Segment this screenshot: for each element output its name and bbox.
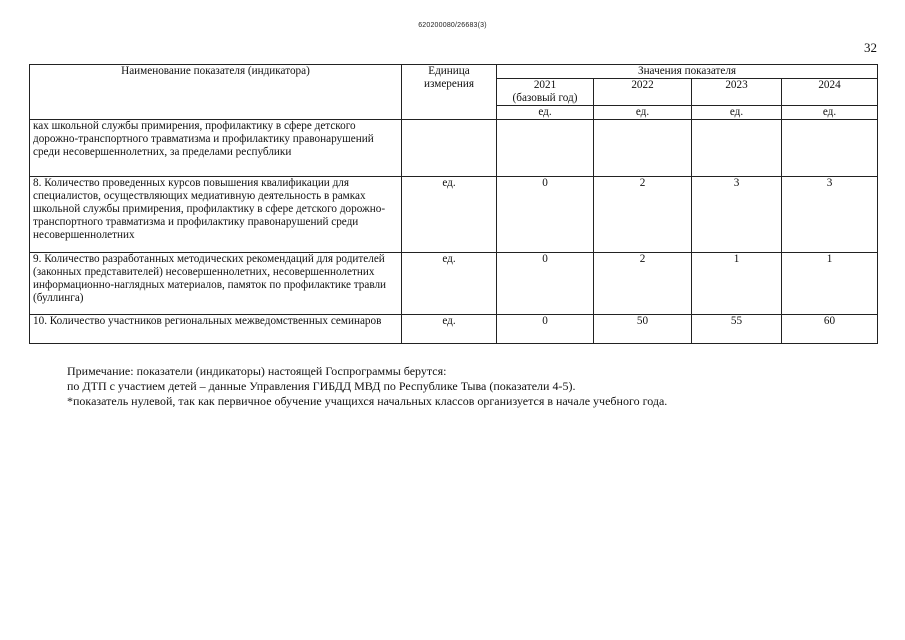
header-year-note: (базовый год) [512,92,578,104]
note-line: *показатель нулевой, так как первичное обучение учащихся начальных классов организуется в начале учебного года. [67,394,668,408]
document-code: 620200080/26683(3) [418,22,487,29]
table-row [30,177,878,253]
header-unit-2024: ед. [782,106,878,120]
indicator-unit: ед. [402,315,497,344]
indicator-value-2023 [692,120,782,177]
indicator-value-2023: 3 [692,177,782,253]
notes-block [67,364,887,409]
indicator-name: 8. Количество проведенных курсов повышения квалификации для специалистов, осуществляющих медиативную деятельность в рамках школьной службы примирения, профилактику в сфере детского дорожно-транспортного травматизма и профилактику правонарушений среди несовершеннолетних [30,177,402,253]
indicator-value-2022: 50 [594,315,692,344]
header-unit-2022: ед. [594,106,692,120]
indicator-value-2024: 3 [782,177,878,253]
note-line: по ДТП с участием детей – данные Управления ГИБДД МВД по Республике Тыва (показатели 4-5). [67,379,576,393]
header-name-column: Наименование показателя (индикатора) [30,65,402,120]
header-unit-line1: Единица [428,65,470,77]
header-values-group: Значения показателя [497,65,878,79]
header-row-main [30,65,878,79]
page-number: 32 [864,40,877,55]
indicator-value-2021: 0 [497,315,594,344]
note-line: Примечание: показатели (индикаторы) настоящей Госпрограммы берутся: [67,364,447,378]
indicator-value-2024 [782,120,878,177]
header-year-2024 [782,79,878,106]
indicator-value-2022: 2 [594,177,692,253]
indicator-name: ках школьной службы примирения, профилактику в сфере детского дорожно-транспортного травматизма и профилактику правонарушений среди несовершеннолетних, за пределами республики [30,120,402,177]
table-row [30,120,878,177]
indicators-table [29,64,878,344]
table-row [30,315,878,344]
indicator-value-2021: 0 [497,253,594,315]
header-year-label: 2022 [631,79,654,91]
indicator-value-2021: 0 [497,177,594,253]
indicator-value-2023: 1 [692,253,782,315]
table-row [30,253,878,315]
indicator-name: 10. Количество участников региональных межведомственных семинаров [30,315,402,344]
header-unit-2021: ед. [497,106,594,120]
header-unit-column [402,65,497,120]
indicator-value-2023: 55 [692,315,782,344]
indicator-unit [402,120,497,177]
header-year-2023 [692,79,782,106]
header-year-2022 [594,79,692,106]
header-unit-line2: измерения [424,78,474,90]
header-year-label: 2021 [533,79,557,91]
indicator-value-2022 [594,120,692,177]
header-year-2021 [497,79,594,106]
indicator-value-2024: 60 [782,315,878,344]
indicator-unit: ед. [402,253,497,315]
indicator-name: 9. Количество разработанных методических рекомендаций для родителей (законных представителей) несовершеннолетних, несовершеннолетних информационно-наглядных материалов, памяток по профилактике травли (буллинга) [30,253,402,315]
header-unit-2023: ед. [692,106,782,120]
indicator-value-2022: 2 [594,253,692,315]
indicator-unit: ед. [402,177,497,253]
indicator-value-2021 [497,120,594,177]
header-year-label: 2024 [818,79,841,91]
indicator-value-2024: 1 [782,253,878,315]
header-year-label: 2023 [725,79,748,91]
